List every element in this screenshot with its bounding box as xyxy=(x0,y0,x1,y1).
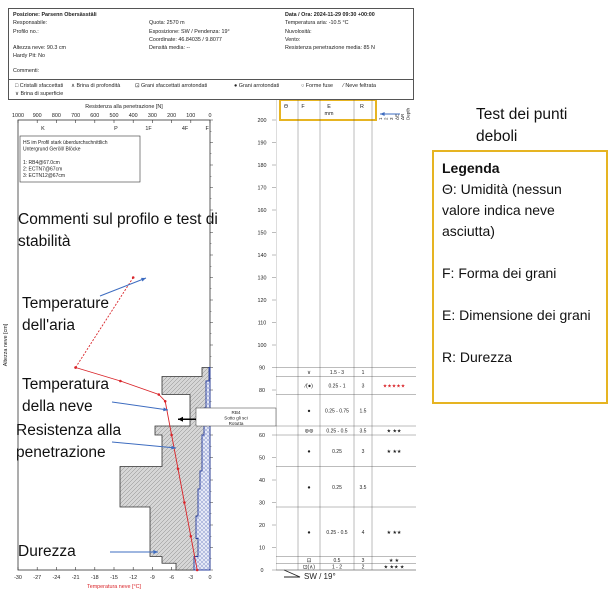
height-tick-label: 30 xyxy=(259,500,265,507)
grain-legend-strip xyxy=(8,80,414,100)
top-tick-label: 0 xyxy=(208,113,212,119)
top-tick-label: 600 xyxy=(90,113,100,119)
layer-hardness: 3.5 xyxy=(359,428,367,435)
bottom-tick-label: -15 xyxy=(110,575,118,581)
top-tick-label: 100 xyxy=(186,113,196,119)
hardness-letter: K xyxy=(41,126,45,132)
height-tick-label: 50 xyxy=(259,455,265,462)
header-right-line: Resistenza penetrazione media: 85 N xyxy=(285,45,375,52)
layer-hardness: 1 xyxy=(361,370,365,376)
layer-grain-size: 0.25 - 0.5 xyxy=(326,428,348,435)
layer-grain-size: 1.5 - 3 xyxy=(329,370,345,376)
hardness-annotation: Durezza xyxy=(18,543,76,560)
header-left-line: Profilo no.: xyxy=(13,28,39,35)
height-tick-label: 150 xyxy=(257,230,267,237)
header-right-column xyxy=(285,11,375,52)
bottom-tick-label: 0 xyxy=(208,575,212,581)
legenda-item-hardness: R: Durezza xyxy=(442,349,513,365)
col-header-test: ΔE xyxy=(394,113,400,120)
layer-grain-size: 0.25 - 0.5 xyxy=(326,529,348,536)
layer-grain-form: ⊡(∧) xyxy=(302,564,316,571)
top-axis-title: Resistenza alla penetrazione [N] xyxy=(85,104,163,110)
layer-grain-size: 0.25 xyxy=(332,484,342,491)
col-header-hardness: R xyxy=(360,104,364,110)
col-header-test: ΔR xyxy=(400,113,405,120)
header-middle-line: Quota: 2570 m xyxy=(149,20,185,27)
layers-table xyxy=(276,100,416,594)
legenda-item-grain-size: E: Dimensione dei grani xyxy=(442,307,591,323)
rb-label-line: Sotto gli sci xyxy=(224,415,248,421)
legend-strip-item: □ Cristalli sfaccettati xyxy=(15,83,64,89)
rb-label-line: Rotutta xyxy=(228,421,244,426)
bottom-tick-label: -18 xyxy=(90,575,99,581)
comments-label: Commenti: xyxy=(13,68,40,74)
top-tick-label: 1000 xyxy=(12,113,24,119)
hardness-letter: 4F xyxy=(181,126,189,132)
height-tick-label: 170 xyxy=(257,185,267,192)
layer-hardness: 3 xyxy=(361,448,365,455)
height-tick-label: 90 xyxy=(259,365,265,372)
layer-test-markers: ★ ★★ xyxy=(386,448,402,455)
header-left-line: Altezza neve: 90.3 cm xyxy=(13,45,67,52)
legend-strip-item: ○ Forme fuse xyxy=(301,83,334,89)
layer-grain-form: ⊡ xyxy=(306,557,312,564)
top-tick-label: 400 xyxy=(128,113,138,119)
bottom-tick-label: -21 xyxy=(71,575,80,581)
layer-test-markers: ★ ★★ xyxy=(386,529,402,536)
header-left-line: Posizione: Parsenn Obersässtäli xyxy=(13,12,97,18)
temperature-point xyxy=(158,393,161,396)
col-header-test: Depth xyxy=(405,107,411,120)
layer-grain-form: ● xyxy=(307,484,311,491)
top-tick-label: 200 xyxy=(167,113,177,119)
bottom-tick-label: -6 xyxy=(169,575,174,581)
bottom-tick-label: -3 xyxy=(188,575,194,581)
header-right-line: Vento: xyxy=(285,36,301,43)
col-header-test: 1 xyxy=(378,117,383,120)
layer-hardness: 2 xyxy=(361,564,365,571)
legenda-item-grain-form: F: Forma dei grani xyxy=(442,265,557,281)
hardness-letter: P xyxy=(114,126,118,132)
top-tick-label: 700 xyxy=(71,113,81,119)
bottom-tick-label: -30 xyxy=(14,575,22,581)
header-right-line: Temperatura aria: -10.5 °C xyxy=(285,20,349,27)
layer-hardness: 3 xyxy=(361,383,365,390)
layer-grain-form: ⁄(●) xyxy=(305,383,313,390)
height-tick-label: 0 xyxy=(260,568,264,574)
temperature-point xyxy=(170,434,173,437)
header-middle-line: Densità media: -- xyxy=(149,45,191,52)
header-left-line: Hardy Pit: No xyxy=(13,53,46,60)
resistance-annotation: Resistenza alla penetrazione xyxy=(16,422,122,461)
comments-stability-annotation: Commenti sul profilo e test di stabilità xyxy=(18,211,218,250)
height-tick-label: 140 xyxy=(257,253,267,259)
stability-box xyxy=(20,136,140,182)
layer-hardness: 3 xyxy=(361,557,365,564)
top-tick-label: 300 xyxy=(147,113,157,119)
stability-box-line: 3: ECTN12@67cm xyxy=(23,173,66,179)
layer-test-markers: ★ ★★ xyxy=(386,428,402,435)
layer-grain-form: ● xyxy=(307,529,311,536)
legenda-title: Legenda xyxy=(442,160,500,176)
legend-strip-item: ∨ Brina di superficie xyxy=(15,91,64,97)
temperature-point xyxy=(183,501,186,504)
temperature-point xyxy=(74,366,77,369)
col-header-moisture: Θ xyxy=(283,104,289,110)
top-tick-label: 900 xyxy=(32,113,42,119)
bottom-axis-title: Temperatura neve [°C] xyxy=(87,584,141,590)
layer-test-markers: ★★★★★ xyxy=(382,383,406,390)
height-tick-label: 100 xyxy=(257,343,267,349)
table-header-highlight xyxy=(280,100,376,120)
temperature-point xyxy=(177,467,180,470)
layer-grain-size: 0.25 - 1 xyxy=(328,383,346,390)
exposition-label: SW / 19° xyxy=(304,572,336,581)
header-middle-line: Esposizione: SW / Pendenza: 19° xyxy=(149,28,230,35)
stability-box-line: 1: RB4@67.0cm xyxy=(23,159,60,166)
bottom-tick-label: -12 xyxy=(129,575,138,581)
height-tick-label: 130 xyxy=(257,275,267,282)
left-axis-title: Altezza neve [cm] xyxy=(3,323,9,367)
header-middle-column xyxy=(149,11,230,52)
col-header-test: 3 xyxy=(389,117,394,120)
layer-grain-form: ● xyxy=(307,448,311,455)
header-left-line xyxy=(13,36,97,44)
height-tick-label: 20 xyxy=(259,523,265,529)
temperature-point xyxy=(164,400,167,403)
bottom-tick-label: -24 xyxy=(52,575,61,581)
bottom-tick-label: -9 xyxy=(150,575,155,581)
legend-strip-item: ⊡ Grani sfaccettati arrotondati xyxy=(135,83,208,89)
air-temp-arrow-head xyxy=(141,278,146,282)
snow-temp-annotation: Temperatura della neve xyxy=(22,376,110,415)
profile-header xyxy=(8,8,414,80)
col-header-size-unit: mm xyxy=(324,111,334,117)
layer-grain-size: 0.25 - 0.75 xyxy=(325,408,349,415)
hardness-letter: F xyxy=(205,126,209,132)
air-temp-annotation: Temperature dell'aria xyxy=(22,295,110,334)
layer-grain-form: ⊚⊚ xyxy=(304,428,314,435)
layer-hardness: 3.5 xyxy=(359,484,367,491)
test-label: Test dei punti deboli xyxy=(476,106,568,145)
temperature-point xyxy=(190,535,193,538)
header-middle-line: Coordinate: 46.84035 / 9.8077 xyxy=(149,36,222,43)
layer-test-markers: ★ ★★ ★ xyxy=(383,564,405,571)
stability-box-line: Untergrund Geröll/ Blöcke xyxy=(23,146,81,153)
temperature-point xyxy=(132,276,135,279)
height-tick-label: 60 xyxy=(259,433,265,439)
layer-hardness: 1.5 xyxy=(359,408,367,415)
height-tick-label: 40 xyxy=(259,478,265,484)
rb-label-line: RB4 xyxy=(231,410,241,415)
rb-arrow-head xyxy=(178,417,183,422)
top-tick-label: 500 xyxy=(109,113,119,119)
header-left-column xyxy=(13,11,97,61)
height-tick-label: 160 xyxy=(257,208,267,214)
height-tick-label: 80 xyxy=(259,388,265,394)
legend-strip-item: ∧ Brina di profondità xyxy=(71,83,121,89)
top-tick-label: 800 xyxy=(51,113,61,119)
header-right-line: Data / Ora: 2024-11-29 09:30 +00:00 xyxy=(285,12,375,18)
layer-test-markers: ★ ★ xyxy=(388,557,400,564)
temperature-point xyxy=(196,569,199,572)
layer-hardness: 4 xyxy=(361,529,365,536)
height-tick-label: 200 xyxy=(257,118,267,124)
layer-grain-size: 0.5 xyxy=(333,557,341,564)
stability-box-line: 2: ECTN7@67cm xyxy=(23,166,63,173)
header-middle-line xyxy=(149,11,230,19)
header-right-line: Nuvolosità: xyxy=(285,28,312,35)
height-tick-label: 110 xyxy=(257,320,267,327)
layer-grain-form: ∨ xyxy=(307,370,311,376)
header-left-line: Responsabile: xyxy=(13,20,48,27)
rb-test-label xyxy=(196,408,276,426)
col-header-size: E xyxy=(327,104,331,110)
col-header-form: F xyxy=(301,104,305,110)
layer-grain-size: 0.25 xyxy=(332,448,342,455)
height-tick-label: 10 xyxy=(259,545,265,552)
layer-grain-form: ● xyxy=(307,408,311,415)
col-header-test: 2 xyxy=(383,117,389,120)
legend-strip-item: ⁄ Neve feltrata xyxy=(343,83,376,89)
stability-box-line: HS im Profil stark überdurchschnittlich xyxy=(23,140,108,146)
hardness-letter: 1F xyxy=(145,126,152,132)
layer-grain-size: 1 - 2 xyxy=(331,564,343,571)
legenda-item-moisture: Θ: Umidità (nessun valore indica neve asciutta) xyxy=(442,181,562,239)
legend-strip-item: ● Grani arrotondati xyxy=(234,83,280,89)
legenda-box xyxy=(432,150,608,404)
height-tick-label: 120 xyxy=(257,298,267,304)
hardness-profile xyxy=(120,368,210,571)
bottom-tick-label: -27 xyxy=(33,575,42,581)
height-tick-label: 180 xyxy=(257,163,267,169)
height-tick-label: 190 xyxy=(257,140,267,147)
